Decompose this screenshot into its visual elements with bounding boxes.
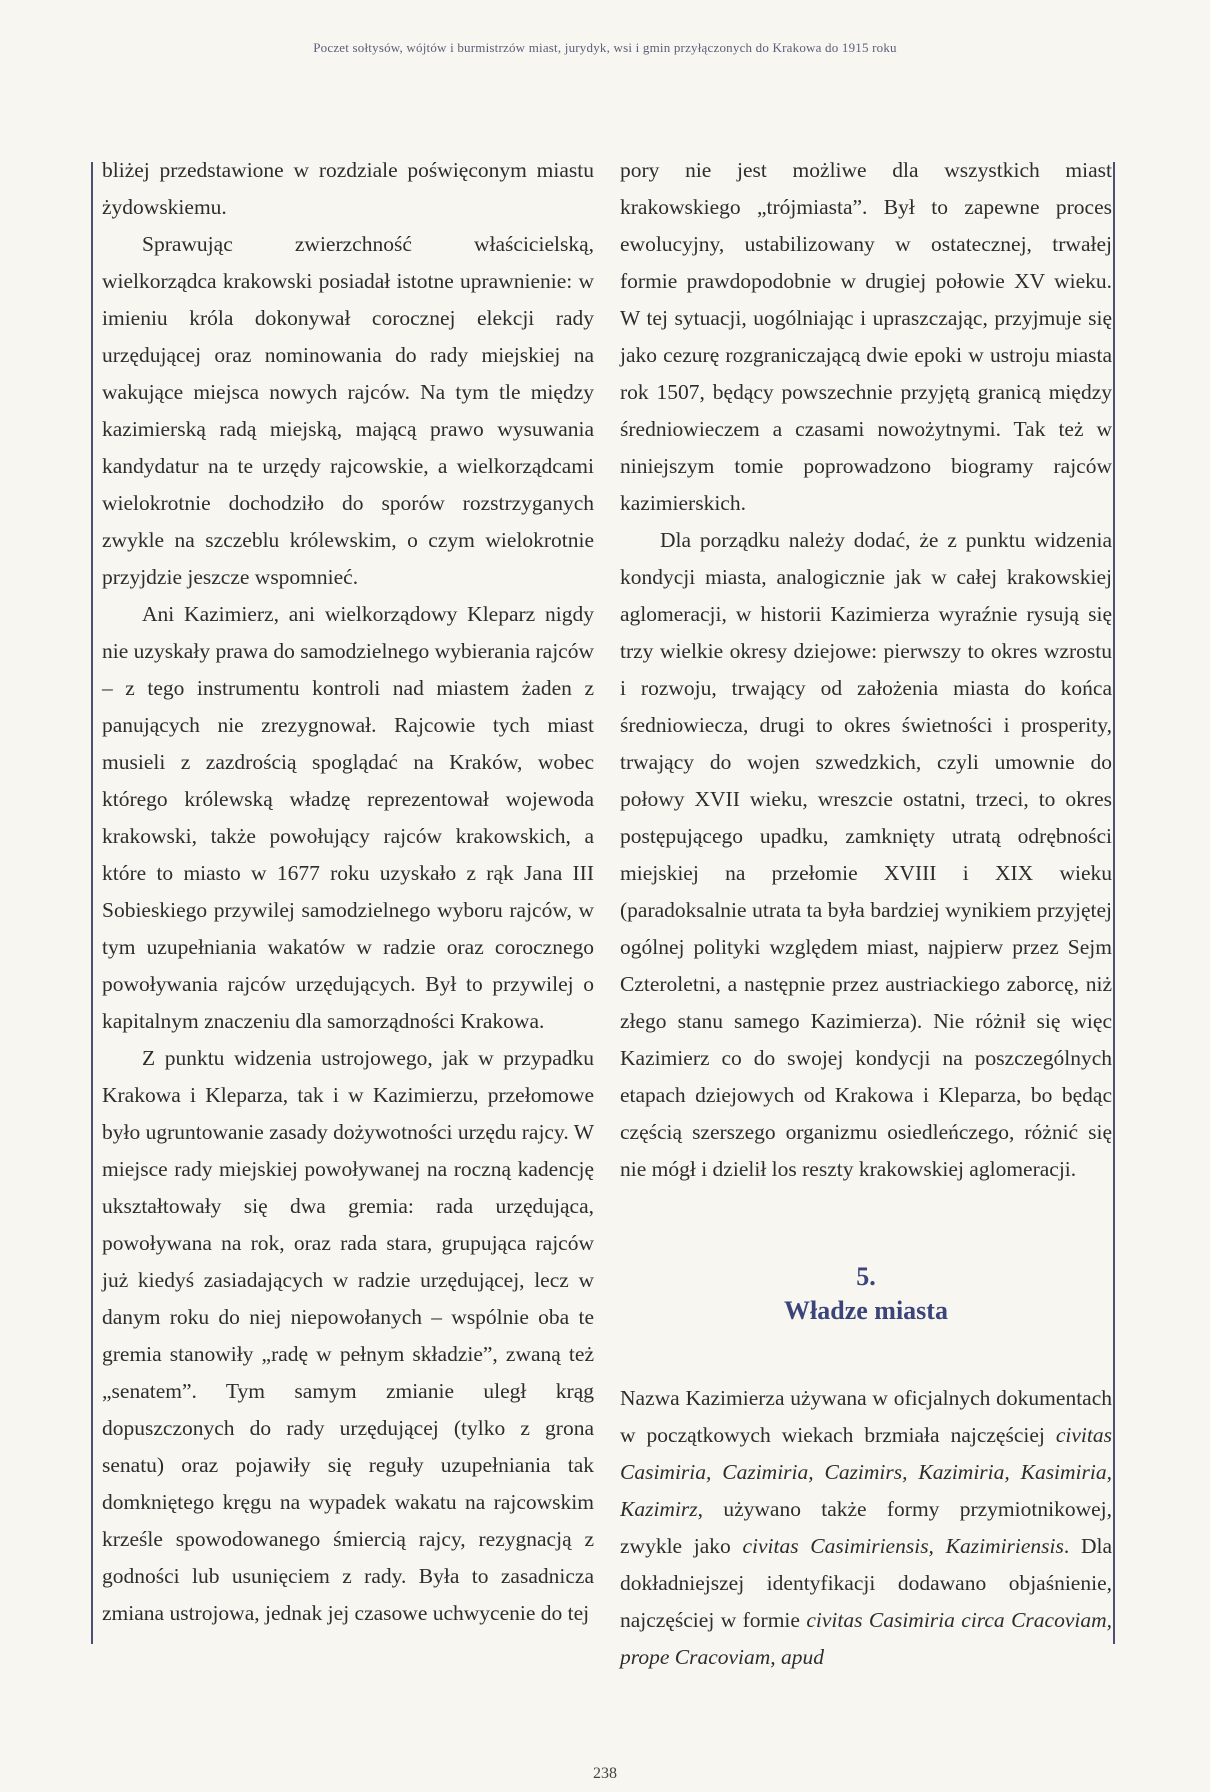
paragraph-text: , używano także formy przymiotnikowej, zwykle jako bbox=[620, 1497, 1112, 1558]
paragraph: Dla porządku należy dodać, że z punktu widzenia kondycji miasta, analogicznie jak w całej krakowskiej aglomeracji, w historii Kazimierza wyraźnie rysują się trzy wielkie okresy dziejowe: pierwszy to okres wzrostu i rozwoju, trwający od założenia miasta do końca średniowiecza, drugi to okres świetności i prosperity, trwający do wojen szwedzkich, czyli umownie do połowy XVII wieku, wreszcie ostatni, trzeci, to okres postępującego upadku, zamknięty utratą odrębności miejskiej na przełomie XVIII i XIX wieku (paradoksalnie utrata ta była bardziej wynikiem przyjętej ogólnej polityki względem miast, najpierw przez Sejm Czteroletni, a następnie przez austriackiego zaborcę, niż złego stanu samego Kazimierza). Nie różnił się więc Kazimierz co do swojej kondycji na poszczególnych etapach dziejowych od Krakowa i Kleparza, bo będąc częścią szerszego organizmu osiedleńczego, różnić się nie mógł i dzielił los reszty krakowskiej aglomeracji. bbox=[620, 528, 1112, 1181]
section-heading bbox=[620, 1260, 1112, 1328]
latin-identification-phrase: civitas Casimiria circa Cracoviam, prope Cracoviam, apud bbox=[620, 1608, 1112, 1669]
right-margin-rule bbox=[1113, 162, 1115, 1644]
paragraph bbox=[620, 1380, 1112, 1676]
running-head: Poczet sołtysów, wójtów i burmistrzów miast, jurydyk, wsi i gmin przyłączonych do Krakowa do 1915 roku bbox=[313, 40, 897, 55]
paragraph: Z punktu widzenia ustrojowego, jak w przypadku Krakowa i Kleparza, tak i w Kazimierzu, przełomowe było ugruntowanie zasady dożywotności urzędu rajcy. W miejsce rady miejskiej powoływanej na roczną kadencję ukształtowały się dwa gremia: rada urzędująca, powoływana na rok, oraz rada stara, grupująca rajców już kiedyś zasiadających w radzie urzędującej, lecz w danym roku do niej niepowołanych – wspólnie oba te gremia stanowiły „radę w pełnym składzie”, zwaną też „senatem”. Tym samym zmianie uległ krąg dopuszczonych do rady urzędującej (tylko z grona senatu) oraz pojawiły się reguły uzupełniania tak domkniętego kręgu na wypadek wakatu na rajcowskim krześle spowodowanego śmiercią rajcy, rezygnacją z godności lub usunięciem z rady. Była to zasadnicza zmiana ustrojowa, jednak jej czasowe uchwycenie do tej bbox=[102, 1046, 594, 1625]
page-number: 238 bbox=[593, 1765, 617, 1782]
paragraph: Ani Kazimierz, ani wielkorządowy Kleparz nigdy nie uzyskały prawa do samodzielnego wybierania rajców – z tego instrumentu kontroli nad miastem żaden z panujących nie zrezygnował. Rajcowie tych miast musieli z zazdrością spoglądać na Kraków, wobec którego królewską władzę reprezentował wojewoda krakowski, także powołujący rajców krakowskich, a które to miasto w 1677 roku uzyskało z rąk Jana III Sobieskiego przywilej samodzielnego wyboru rajców, w tym uzupełniania wakatów w radzie oraz corocznego powoływania rajców urzędujących. Był to przywilej o kapitalnym znaczeniu dla samorządności Krakowa. bbox=[102, 602, 594, 1033]
paragraph-text: . Dla dokładniejszej identyfikacji dodawano objaśnienie, najczęściej w formie bbox=[620, 1534, 1113, 1632]
paragraph: Sprawując zwierzchność właścicielską, wielkorządca krakowski posiadał istotne uprawnienie: w imieniu króla dokonywał corocznej elekcji rady urzędującej oraz nominowania do rady miejskiej na wakujące miejsca nowych rajców. Na tym tle między kazimierską radą miejską, mającą prawo wysuwania kandydatur na te urzędy rajcowskie, a wielkorządcami wielokrotnie dochodziło do sporów rozstrzyganych zwykle na szczeblu królewskim, o czym wielokrotnie przyjdzie jeszcze wspomnieć. bbox=[102, 232, 594, 589]
section-title: Władze miasta bbox=[784, 1296, 948, 1325]
paragraph-text: Nazwa Kazimierza używana w oficjalnych dokumentach w początkowych wiekach brzmiała najczęściej bbox=[620, 1386, 1112, 1447]
section-number: 5. bbox=[856, 1262, 876, 1291]
right-column bbox=[620, 152, 1112, 1676]
left-column bbox=[102, 152, 594, 1632]
latin-name-forms: civitas Casimiria, Cazimiria, Cazimirs, Kazimiria, Kasimiria, Kazimirz bbox=[620, 1423, 1112, 1521]
left-margin-rule bbox=[91, 162, 93, 1644]
paragraph: bliżej przedstawione w rozdziale poświęconym miastu żydowskiemu. bbox=[102, 158, 594, 219]
latin-adjective-forms: civitas Casimiriensis, Kazimiriensis bbox=[742, 1534, 1064, 1558]
paragraph: pory nie jest możliwe dla wszystkich miast krakowskiego „trójmiasta”. Był to zapewne proces ewolucyjny, ustabilizowany w ostatecznej, trwałej formie prawdopodobnie w drugiej połowie XV wieku. W tej sytuacji, uogólniając i upraszczając, przyjmuje się jako cezurę rozgraniczającą dwie epoki w ustroju miasta rok 1507, będący powszechnie przyjętą granicą między średniowieczem a czasami nowożytnymi. Tak też w niniejszym tomie poprowadzono biogramy rajców kazimierskich. bbox=[620, 158, 1112, 515]
